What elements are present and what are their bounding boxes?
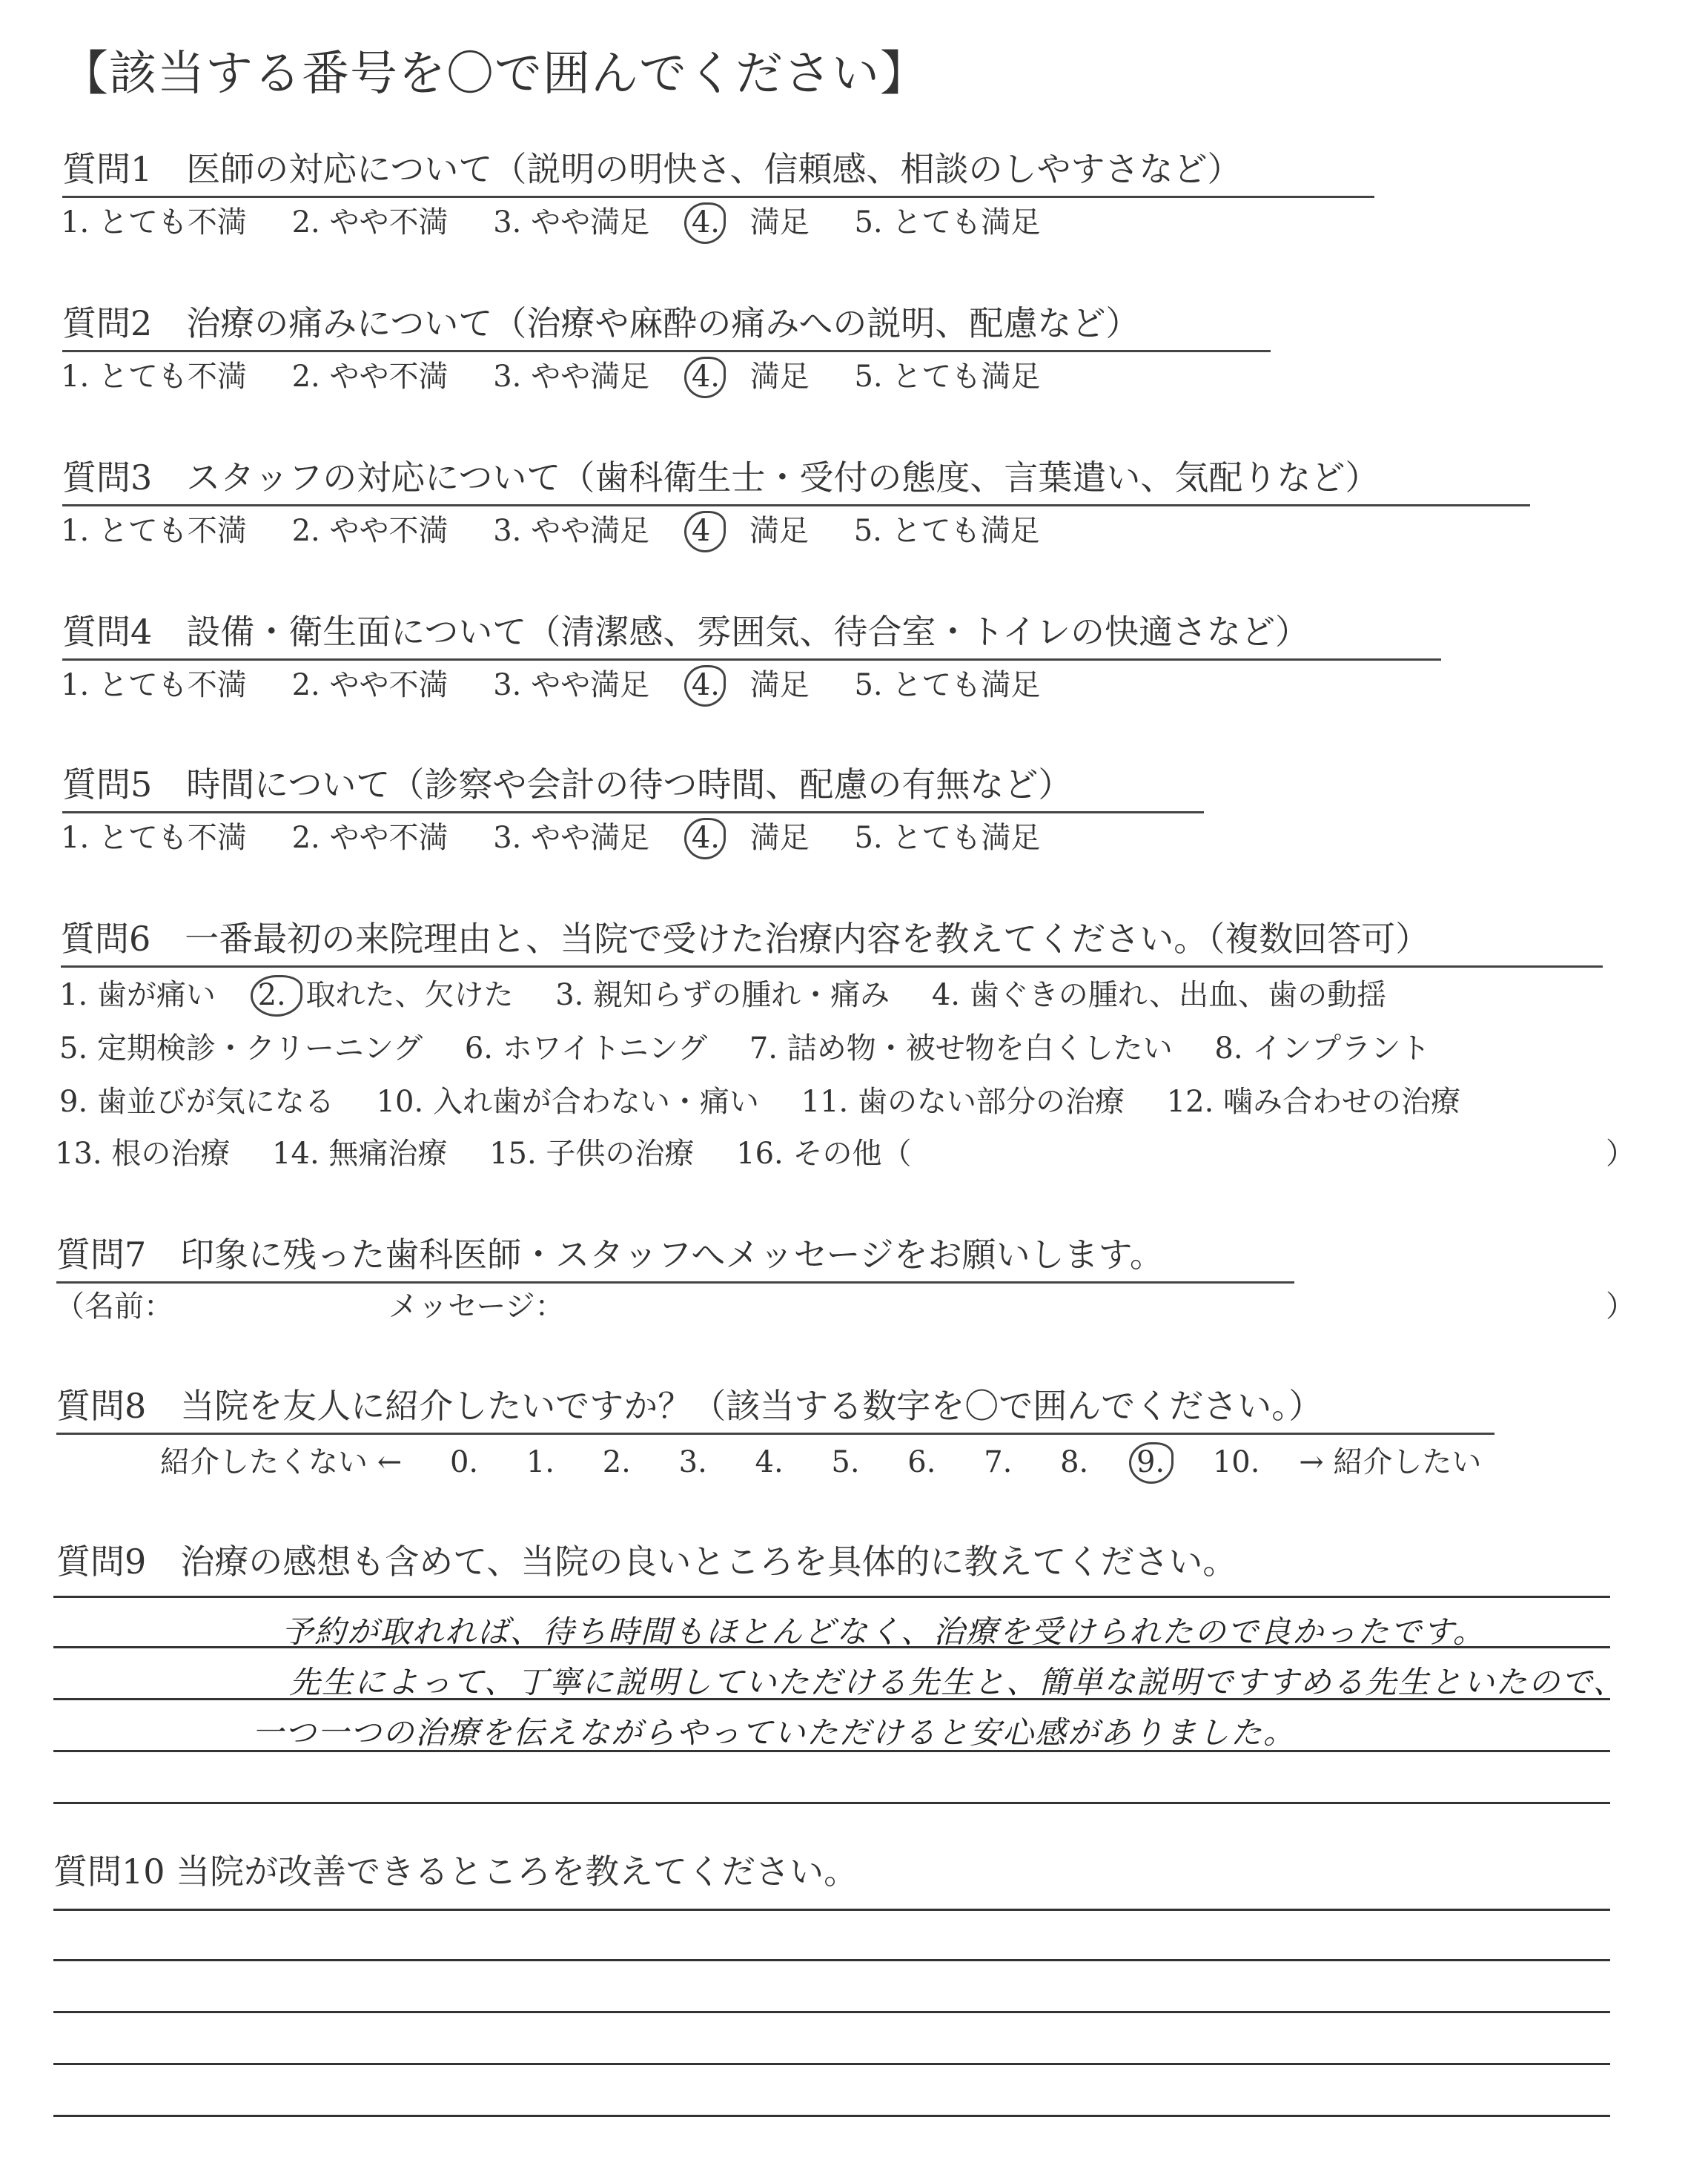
q1-circle-mark [684,202,726,244]
q10-answer-rule-4 [53,2063,1610,2065]
q4-option-5[interactable]: 5. とても満足 [854,668,1041,702]
form-heading: 【該当する番号を〇で囲んでください】 [61,47,928,102]
q3-title: 質問3 スタッフの対応について（歯科衛生士・受付の態度、言葉遣い、気配りなど） [62,451,1530,506]
q2-option-2[interactable]: 2. やや不満 [291,360,448,394]
q6-row-3 [59,1078,1460,1120]
q6-option-4[interactable]: 4. 歯ぐきの腫れ、出血、歯の動揺 [931,978,1387,1012]
q4-options [61,661,1040,704]
q6-option-9[interactable]: 9. 歯並びが気になる [59,1085,334,1119]
q3-option-3[interactable]: 3. やや満足 [493,514,650,548]
q6-option-2-label: 取れた、欠けた [305,978,514,1012]
q4-option-4-selected[interactable]: 4. [692,668,720,702]
q10-answer-rule-1 [53,1909,1610,1911]
q6-option-2-selected[interactable]: 2. [258,978,286,1012]
q5-title: 質問5 時間について（診察や会計の待つ時間、配慮の有無など） [62,758,1204,813]
q7-close-paren: ） [1606,1289,1635,1324]
q4-option-2[interactable]: 2. やや不満 [291,668,448,702]
q6-row-2 [59,1025,1430,1067]
q6-option-8[interactable]: 8. インプラント [1214,1031,1431,1066]
q8-right-label: → 紹介したい [1299,1445,1482,1479]
q1-options [61,199,1040,241]
q6-option-7[interactable]: 7. 詰め物・被せ物を白くしたい [749,1031,1173,1066]
q1-option-4-selected[interactable]: 4. [692,205,720,240]
q2-option-5[interactable]: 5. とても満足 [854,360,1041,394]
q4-circle-mark [684,665,726,707]
q3-option-4-label: 満足 [749,514,809,548]
q4-option-4-label: 満足 [749,668,810,702]
q8-score-9-selected[interactable]: 9. [1136,1445,1165,1479]
q8-score-0[interactable]: 0. [449,1445,479,1479]
q6-option-5[interactable]: 5. 定期検診・クリーニング [59,1031,423,1066]
q5-option-1[interactable]: 1. とても不満 [61,821,247,855]
q10-answer-rule-5 [53,2115,1610,2117]
q4-title: 質問4 設備・衛生面について（清潔感、雰囲気、待合室・トイレの快適さなど） [62,605,1441,661]
q9-answer-line-1: 予約が取れれば、待ち時間もほとんどなく、治療を受けられたので良かったです。 [282,1614,1486,1650]
q8-title: 質問8 当院を友人に紹介したいですか？（該当する数字を〇で囲んでください。） [56,1379,1494,1435]
q3-circle-mark [684,511,726,552]
q5-option-4-selected[interactable]: 4. [692,821,720,855]
q6-option-3[interactable]: 3. 親知らずの腫れ・痛み [555,978,890,1012]
q6-option-15[interactable]: 15. 子供の治療 [489,1137,695,1171]
q8-score-8[interactable]: 8. [1060,1445,1089,1479]
q1-option-5[interactable]: 5. とても満足 [854,205,1041,240]
q6-option-1[interactable]: 1. 歯が痛い [59,978,216,1012]
q8-left-label: 紹介したくない ← [160,1445,403,1479]
q9-answer-line-2: 先生によって、丁寧に説明していただける先生と、簡単な説明ですすめる先生といたので、 [289,1664,1626,1700]
q5-options [61,814,1040,856]
q10-answer-rule-2 [53,1959,1610,1961]
q1-option-3[interactable]: 3. やや満足 [493,205,650,240]
q9-title: 質問9 治療の感想も含めて、当院の良いところを具体的に教えてください。 [56,1542,1237,1582]
q6-circle-mark [251,975,302,1017]
q3-option-2[interactable]: 2. やや不満 [291,514,448,548]
q5-option-5[interactable]: 5. とても満足 [854,821,1041,855]
q2-option-4-selected[interactable]: 4. [692,360,720,394]
q8-score-2[interactable]: 2. [602,1445,631,1479]
q10-title: 質問10 当院が改善できるところを教えてください。 [53,1852,858,1892]
q6-other-close-paren: ） [1606,1137,1635,1171]
q6-option-13[interactable]: 13. 根の治療 [55,1137,231,1171]
q2-circle-mark [684,357,726,398]
q6-option-10[interactable]: 10. 入れ歯が合わない・痛い [376,1085,759,1119]
q8-score-3[interactable]: 3. [678,1445,707,1479]
q6-option-16[interactable]: 16. その他（ [736,1137,912,1171]
q8-score-6[interactable]: 6. [907,1445,936,1479]
q8-circle-mark [1129,1442,1174,1484]
q10-answer-rule-3 [53,2011,1610,2013]
q6-row-4 [55,1130,911,1172]
q8-score-7[interactable]: 7. [984,1445,1013,1479]
q1-option-4-label: 満足 [749,205,810,240]
q9-answer-rule-5 [53,1802,1610,1804]
q6-option-11[interactable]: 11. 歯のない部分の治療 [801,1085,1125,1119]
q8-score-5[interactable]: 5. [831,1445,860,1479]
q5-option-4-label: 満足 [749,821,810,855]
q1-option-2[interactable]: 2. やや不満 [291,205,448,240]
q4-option-3[interactable]: 3. やや満足 [493,668,650,702]
q3-option-4-selected[interactable]: 4 [692,514,710,548]
q6-option-14[interactable]: 14. 無痛治療 [272,1137,448,1171]
q6-option-12[interactable]: 12. 噛み合わせの治療 [1166,1085,1461,1119]
q8-scale [160,1439,1481,1481]
q5-option-2[interactable]: 2. やや不満 [291,821,448,855]
q1-title: 質問1 医師の対応について（説明の明快さ、信頼感、相談のしやすさなど） [62,142,1374,198]
q7-name-label: （名前： [55,1289,173,1324]
q3-option-5[interactable]: 5. とても満足 [853,514,1040,548]
q2-option-1[interactable]: 1. とても不満 [61,360,247,394]
q6-option-6[interactable]: 6. ホワイトニング [464,1031,708,1066]
q7-message-label: メッセージ： [388,1289,565,1324]
q9-answer-line-3: 一つ一つの治療を伝えながらやっていただけると安心感がありました。 [252,1714,1297,1751]
q3-options [61,507,1040,549]
q7-title: 質問7 印象に残った歯科医師・スタッフへメッセージをお願いします。 [56,1228,1294,1284]
q6-title: 質問6 一番最初の来院理由と、当院で受けた治療内容を教えてください。（複数回答可） [61,912,1603,968]
q9-answer-rule-1 [53,1596,1610,1598]
q2-option-4-label: 満足 [749,360,810,394]
q5-circle-mark [684,818,726,859]
q1-option-1[interactable]: 1. とても不満 [61,205,247,240]
q6-row-1 [59,971,1386,1014]
q3-option-1[interactable]: 1. とても不満 [61,514,247,548]
q2-option-3[interactable]: 3. やや満足 [493,360,650,394]
q5-option-3[interactable]: 3. やや満足 [493,821,650,855]
q8-score-1[interactable]: 1. [526,1445,555,1479]
q8-score-10[interactable]: 10. [1212,1445,1260,1479]
q8-score-4[interactable]: 4. [755,1445,784,1479]
q4-option-1[interactable]: 1. とても不満 [61,668,247,702]
q2-options [61,353,1040,395]
q2-title: 質問2 治療の痛みについて（治療や麻酔の痛みへの説明、配慮など） [62,297,1271,352]
